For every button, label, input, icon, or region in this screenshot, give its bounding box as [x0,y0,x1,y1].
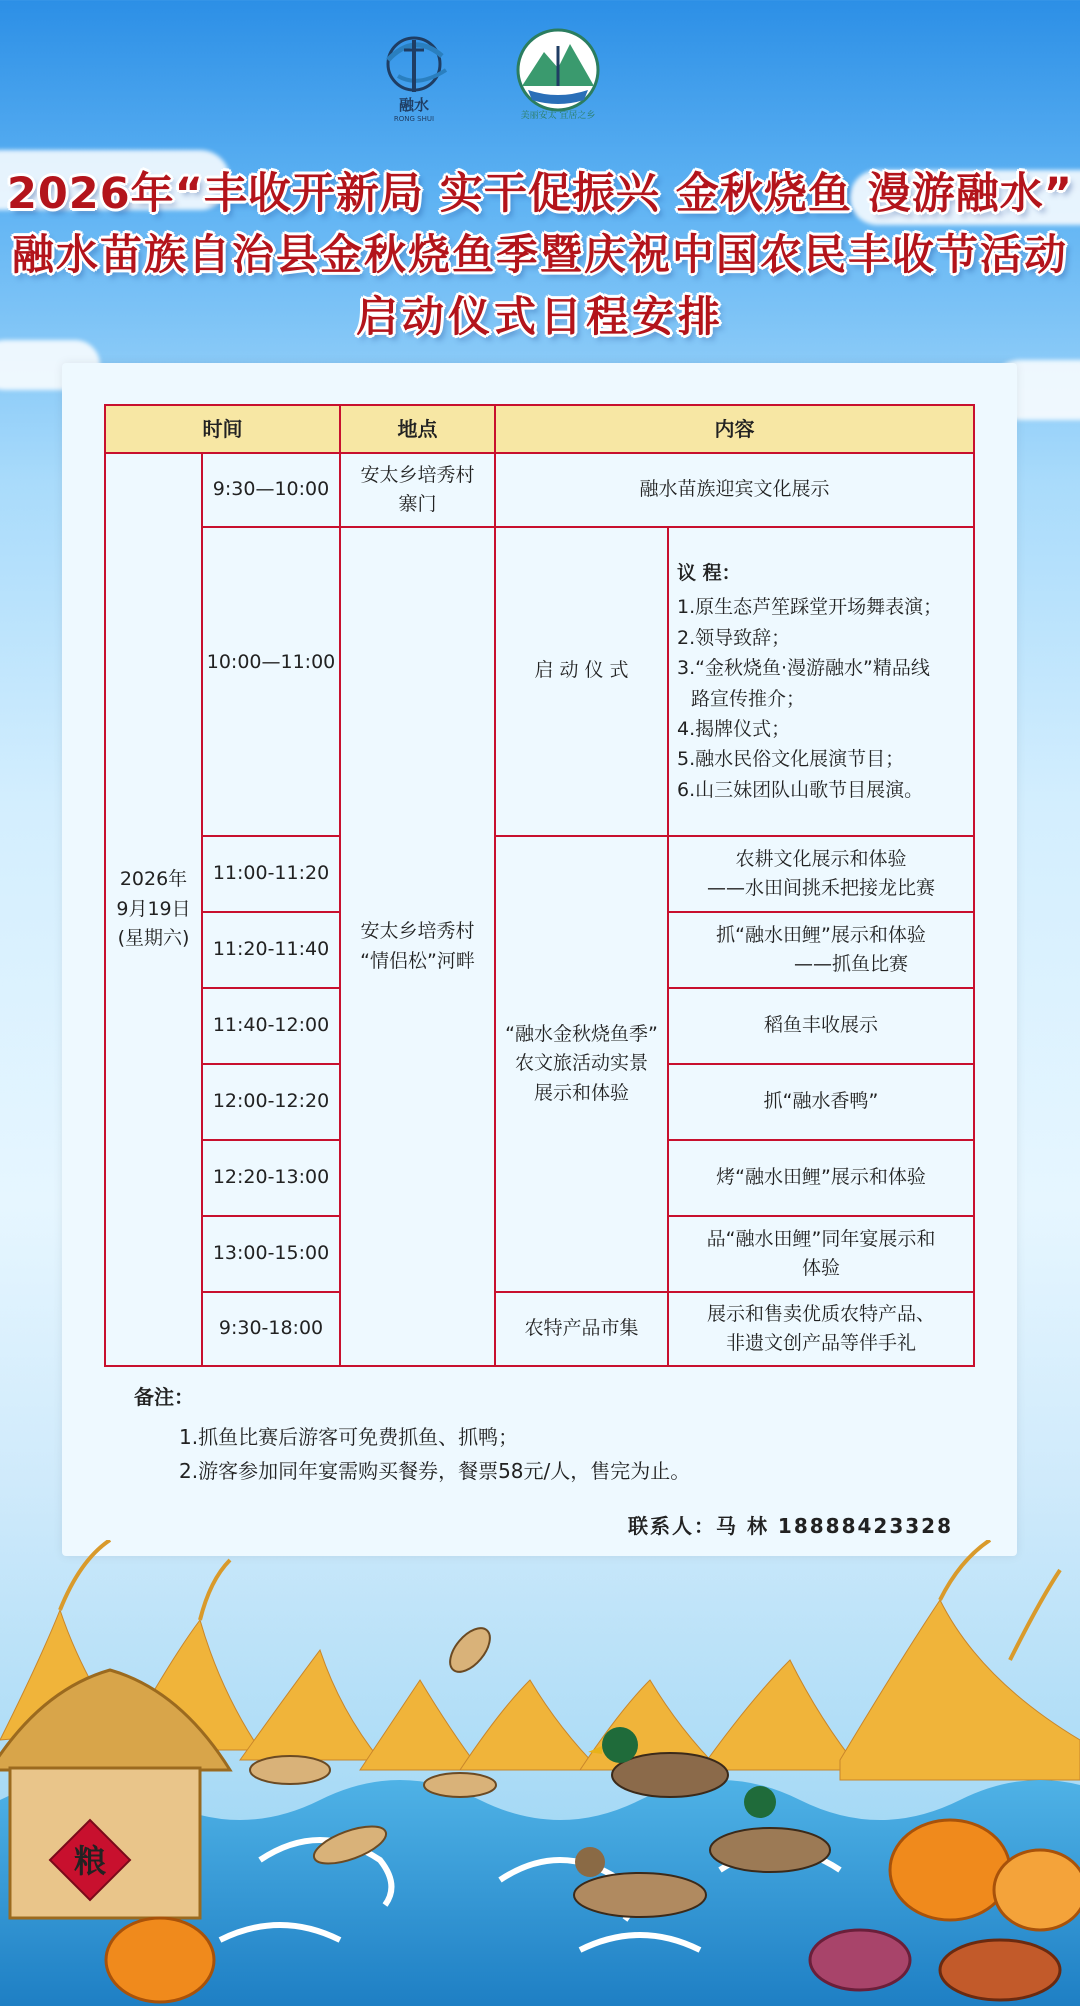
location-cell: 安太乡培秀村寨门 [339,452,496,528]
content-line: 抓“融水田鲤”展示和体验 [716,923,926,946]
logo-bar [0,20,1080,140]
time-cell: 10:00—11:00 [201,526,341,837]
wheat-stalks [60,1540,1060,1660]
content-line: 品“融水田鲤”同年宴展示和 [706,1227,936,1250]
header-time: 时间 [104,404,341,454]
time-cell: 11:20-11:40 [201,911,341,989]
time-cell: 13:00-15:00 [201,1215,341,1293]
title-line-2: 融水苗族自治县金秋烧鱼季暨庆祝中国农民丰收节活动 [11,230,1068,279]
content-line: 展示和售卖优质农特产品、 [706,1302,935,1325]
content-line: ——水田间挑禾把接龙比赛 [706,877,935,899]
agenda-item: 6.山三妹团队山歌节目展演。 [677,778,924,801]
shared-location-line2: “情侣松”河畔 [360,949,475,972]
shared-section-line2: 农文旅活动实景 [514,1052,648,1075]
logo-right-caption: 美丽安太 宜居之乡 [520,111,596,121]
content-cell [667,1215,975,1293]
header-content: 内容 [494,404,975,454]
content-cell: 稻鱼丰收展示 [667,987,975,1065]
harvest-scene-illustration [0,1540,1080,2006]
content-line: 农耕文化展示和体验 [735,847,907,870]
agenda-item: 5.融水民俗文化展演节目； [677,748,905,771]
title-line-1: 2026年“丰收开新局 实干促振兴 金秋烧鱼 漫游融水” [6,169,1074,219]
date-year: 2026年 [119,868,188,891]
agenda-item: 3.“金秋烧鱼·漫游融水”精品线 [677,657,930,680]
note-item: 2.游客参加同年宴需购买餐券，餐票58元/人，售完为止。 [179,1459,691,1483]
shared-section-line3: 展示和体验 [533,1081,629,1104]
date-weekday: (星期六) [117,927,190,950]
logo-left-name: 融水 [398,96,430,114]
content-cell [667,1291,975,1367]
content-cell: 抓“融水香鸭” [667,1063,975,1141]
note-item: 1.抓鱼比赛后游客可免费抓鱼、抓鸭； [179,1425,519,1449]
content-line: ——抓鱼比赛 [793,953,908,975]
granary-label: 粮 [73,1842,107,1880]
content-line: 体验 [801,1257,840,1279]
section-cell-shared [494,835,669,1293]
header-location: 地点 [339,404,496,454]
antai-logo [508,26,608,122]
agenda-item: 4.揭牌仪式； [677,717,791,740]
time-cell: 9:30-18:00 [201,1291,341,1367]
agenda-item: 路宣传推介； [691,687,806,710]
time-cell: 9:30—10:00 [201,452,341,528]
shared-location-line1: 安太乡培秀村 [360,920,475,943]
time-cell: 12:00-12:20 [201,1063,341,1141]
content-cell [667,835,975,913]
agenda-heading: 议 程： [677,561,741,584]
content-line: 非遗文创产品等伴手礼 [725,1332,916,1354]
shared-section-line1: “融水金秋烧鱼季” [505,1022,658,1045]
time-cell: 11:00-11:20 [201,835,341,913]
contact-info: 联系人：马 林 18888423328 [628,1514,954,1538]
rongshui-logo [368,26,460,122]
content-cell [667,911,975,989]
notes-heading: 备注： [134,1385,194,1409]
content-cell: 烤“融水田鲤”展示和体验 [667,1139,975,1217]
agenda-item: 2.领导致辞； [677,626,791,649]
section-cell: 启 动 仪 式 [494,526,669,837]
date-day: 9月19日 [116,897,191,920]
logo-left-pinyin: RONG SHUI [393,115,435,122]
time-cell: 11:40-12:00 [201,987,341,1065]
title-line-3: 启动仪式日程安排 [355,292,724,341]
time-cell: 12:20-13:00 [201,1139,341,1217]
agenda-cell [667,526,975,837]
agenda-item: 1.原生态芦笙踩堂开场舞表演； [677,596,943,619]
schedule-table [104,404,975,1367]
date-cell [104,452,203,1367]
section-cell: 农特产品市集 [494,1291,669,1367]
notes-block [134,1380,690,1488]
location-cell-shared [339,526,496,1367]
content-cell: 融水苗族迎宾文化展示 [494,452,975,528]
